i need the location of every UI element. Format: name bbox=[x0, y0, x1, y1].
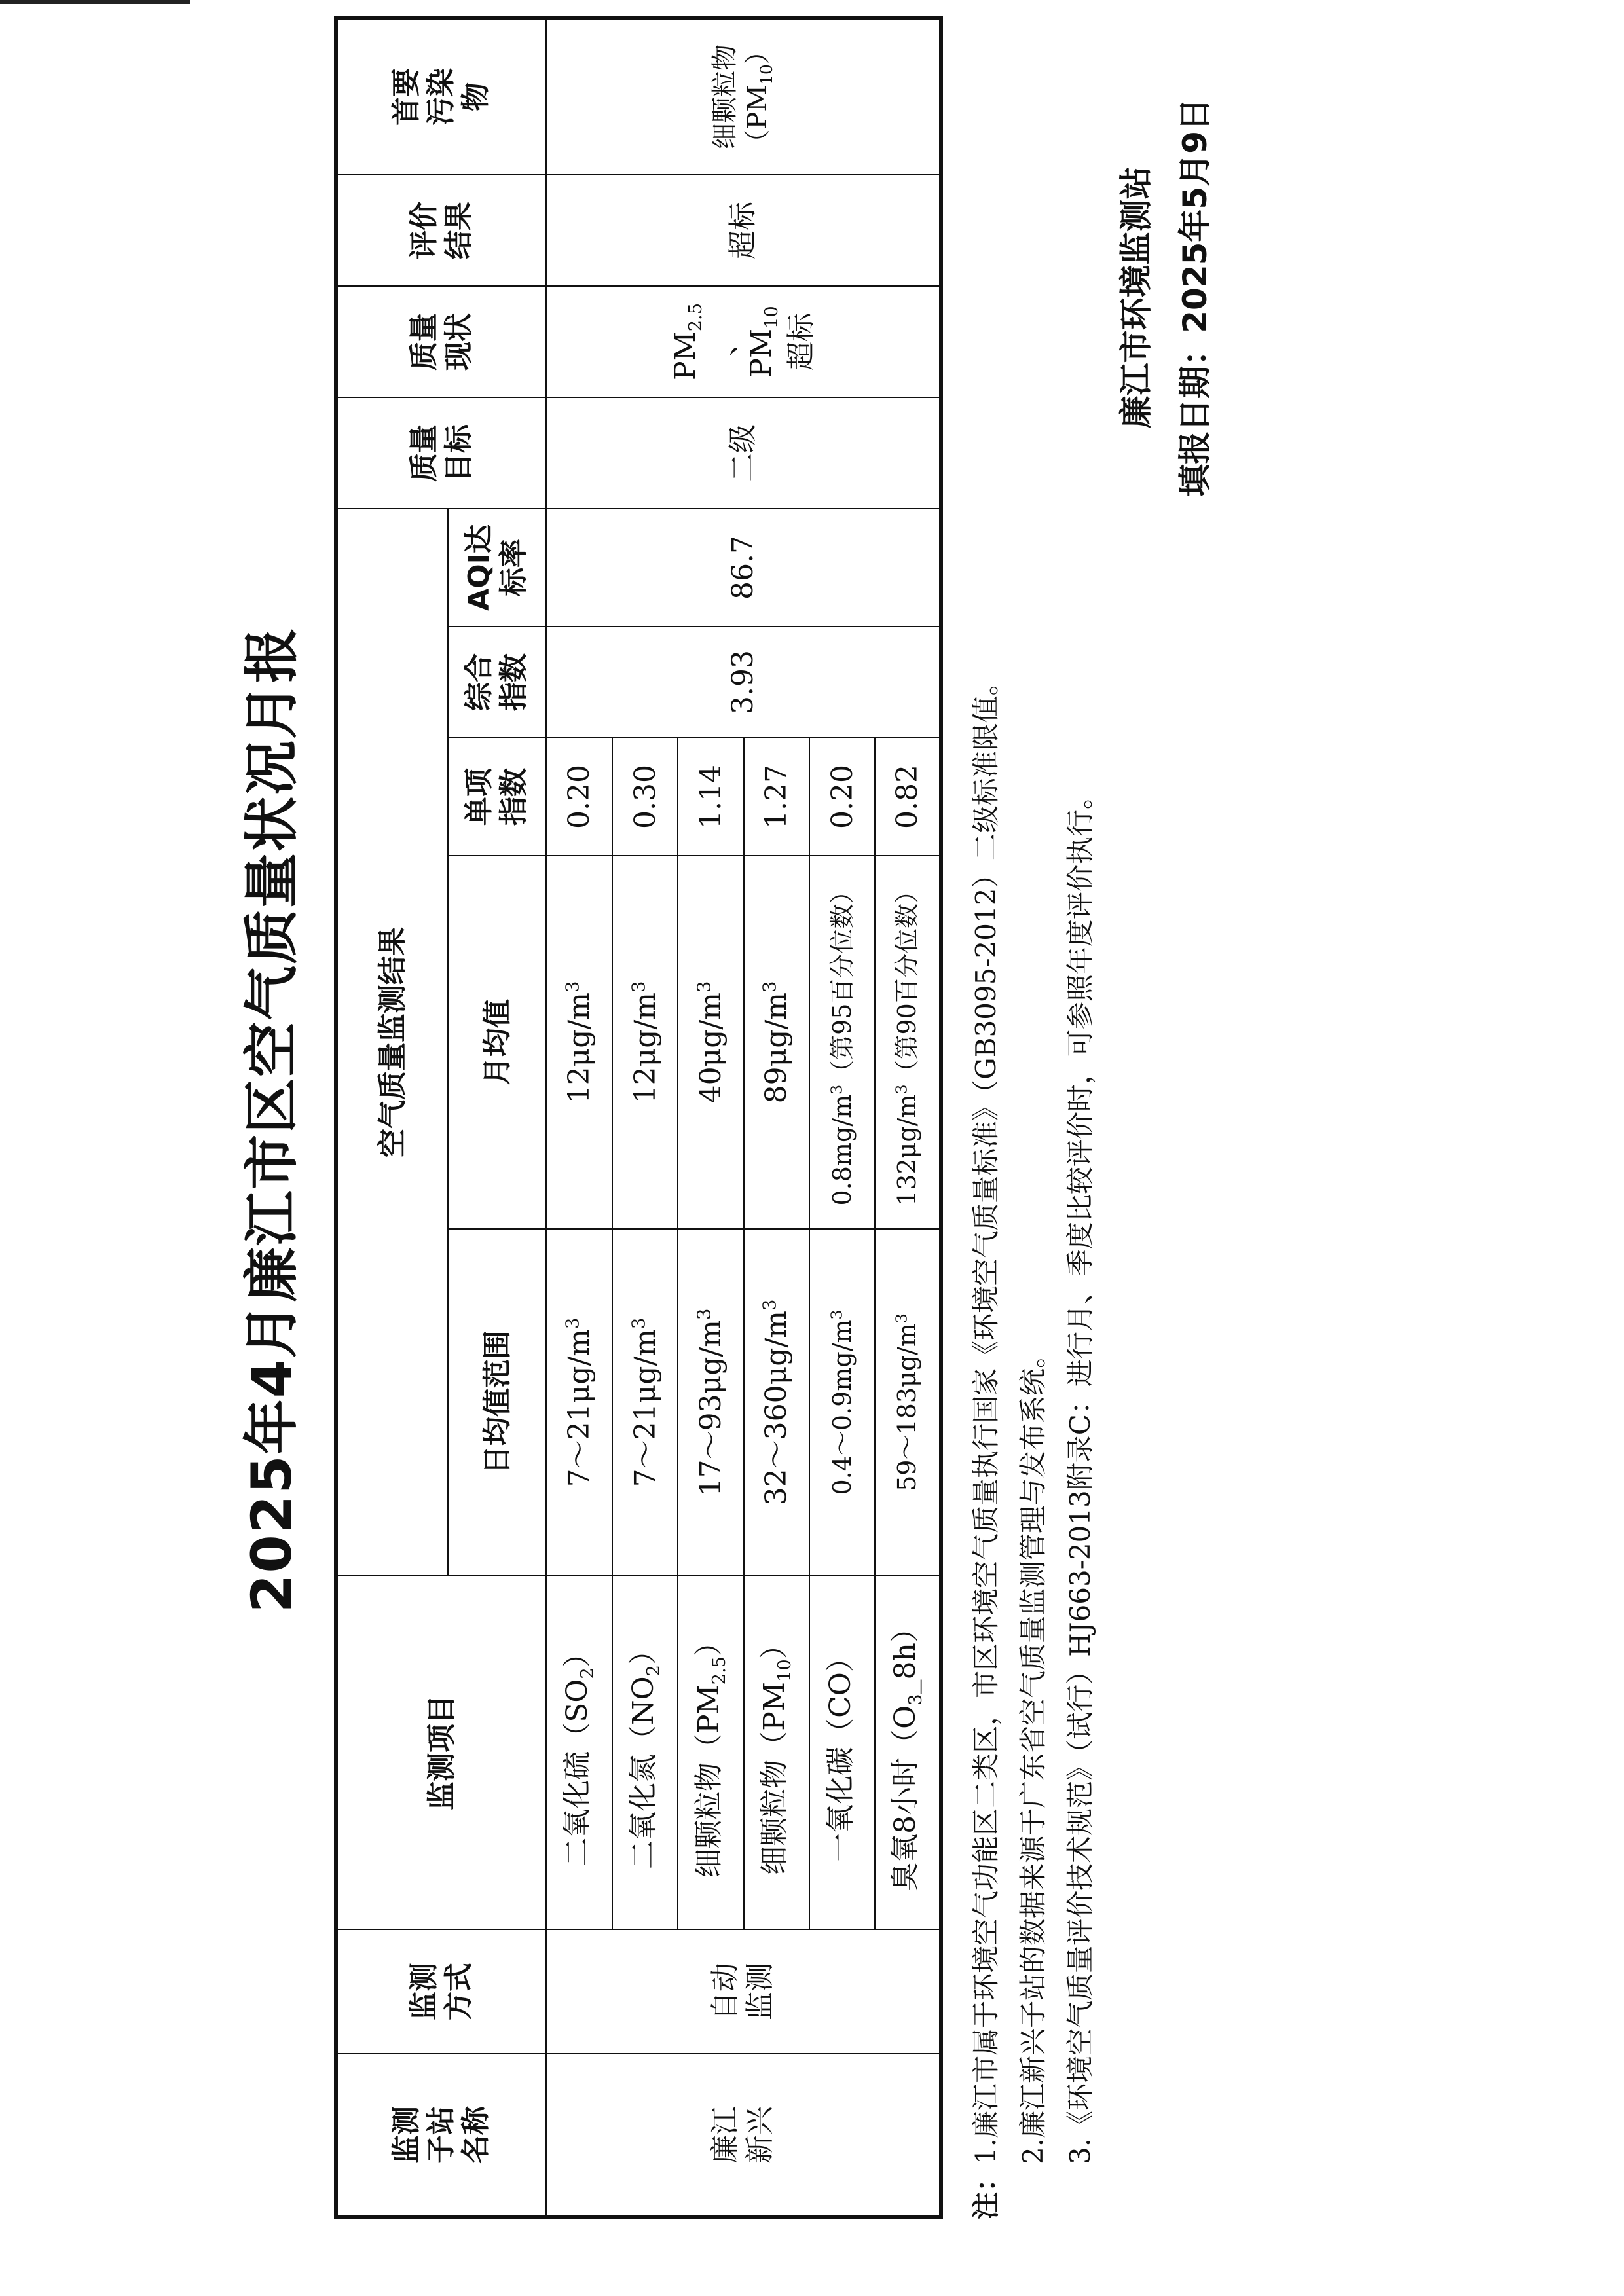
range-cell: $17\sim 93\mu g/m^3$ bbox=[678, 1229, 743, 1576]
air-quality-table bbox=[334, 16, 943, 2219]
composite-index-value: 3.93 bbox=[546, 627, 941, 738]
item-cell: 细颗粒物$(PM_{2.5})$ bbox=[678, 1576, 743, 1929]
item-cell: 二氧化硫$(SO_2)$ bbox=[546, 1576, 612, 1929]
header-quality-status: 质量现状 bbox=[336, 286, 546, 397]
header-method: 监测方式 bbox=[336, 1929, 546, 2054]
aqi-rate-value: 86.7 bbox=[546, 509, 941, 627]
primary-pollutant-value: 细颗粒物 $(PM_{10})$ bbox=[546, 18, 941, 175]
item-cell: 二氧化氮$(NO_2)$ bbox=[612, 1576, 678, 1929]
range-cell: $7\sim 21\mu g/m^3$ bbox=[546, 1229, 612, 1576]
evaluation-value: 超标 bbox=[546, 175, 941, 286]
notes-label: 注： bbox=[970, 2164, 1002, 2219]
index-cell: 1.27 bbox=[744, 738, 809, 856]
notes bbox=[963, 20, 1104, 2219]
range-cell: $32\sim 360\mu g/m^3$ bbox=[744, 1229, 809, 1576]
report-title: 2025年4月廉江市区空气质量状况月报 bbox=[240, 626, 304, 1613]
header-evaluation: 评价结果 bbox=[336, 175, 546, 286]
table-row bbox=[546, 18, 612, 2217]
signature-block bbox=[1107, 98, 1225, 497]
item-cell: 细颗粒物$(PM_{10})$ bbox=[744, 1576, 809, 1929]
avg-cell: $12\mu g/m^3$ bbox=[546, 856, 612, 1229]
quality-target-value: 二级 bbox=[546, 397, 941, 509]
index-cell: 0.30 bbox=[612, 738, 678, 856]
avg-cell: $132\mu g/m^3$（第90百分位数） bbox=[875, 856, 941, 1229]
header-aqi-rate: AQI达标率 bbox=[448, 509, 547, 627]
range-cell: $59\sim 183\mu g/m^3$ bbox=[875, 1229, 941, 1576]
item-cell: 臭氧8小时$(O_3\_8h)$ bbox=[875, 1576, 941, 1929]
station-name: 廉江新兴 bbox=[546, 2054, 941, 2217]
avg-cell: $40\mu g/m^3$ bbox=[678, 856, 743, 1229]
note-item: 3.《环境空气质量评价技术规范》（试行）HJ663-2013附录C：进行月、季度比较评价时，可参照年度评价执行。 bbox=[1064, 782, 1096, 2164]
quality-status-value: $PM_{2.5}$ 、 $PM_{10}$ 超标 bbox=[546, 286, 941, 397]
item-cell: 一氧化碳（CO） bbox=[809, 1576, 875, 1929]
index-cell: 0.82 bbox=[875, 738, 941, 856]
header-station: 监测子站名称 bbox=[336, 2054, 546, 2217]
avg-cell: $12\mu g/m^3$ bbox=[612, 856, 678, 1229]
report-date: 填报日期：2025年5月9日 bbox=[1176, 98, 1214, 497]
header-results-group: 空气质量监测结果 bbox=[336, 509, 448, 1576]
index-cell: 0.20 bbox=[809, 738, 875, 856]
note-item: 注：1.廉江市属于环境空气功能区二类区，市区环境空气质量执行国家《环境空气质量标准》（GB3095-2012）二级标准限值。 bbox=[970, 668, 1002, 2219]
header-monthly-avg: 月均值 bbox=[448, 856, 547, 1229]
top-edge-mark bbox=[0, 0, 190, 4]
header-daily-range: 日均值范围 bbox=[448, 1229, 547, 1576]
range-cell: $7\sim 21\mu g/m^3$ bbox=[612, 1229, 678, 1576]
index-cell: 1.14 bbox=[678, 738, 743, 856]
header-item: 监测项目 bbox=[336, 1576, 546, 1929]
rotated-document bbox=[236, 7, 1388, 2232]
note-item: 2.廉江新兴子站的数据来源于广东省空气质量监测管理与发布系统。 bbox=[1017, 1340, 1049, 2164]
header-single-index: 单项指数 bbox=[448, 738, 547, 856]
monitor-method: 自动监测 bbox=[546, 1929, 941, 2054]
avg-cell: $0.8mg/m^3$（第95百分位数） bbox=[809, 856, 875, 1229]
header-quality-target: 质量目标 bbox=[336, 397, 546, 509]
issuing-org: 廉江市环境监测站 bbox=[1117, 166, 1155, 429]
index-cell: 0.20 bbox=[546, 738, 612, 856]
range-cell: $0.4\sim 0.9mg/m^3$ bbox=[809, 1229, 875, 1576]
header-composite-index: 综合指数 bbox=[448, 627, 547, 738]
header-primary-pollutant: 首要污染物 bbox=[336, 18, 546, 175]
avg-cell: $89\mu g/m^3$ bbox=[744, 856, 809, 1229]
